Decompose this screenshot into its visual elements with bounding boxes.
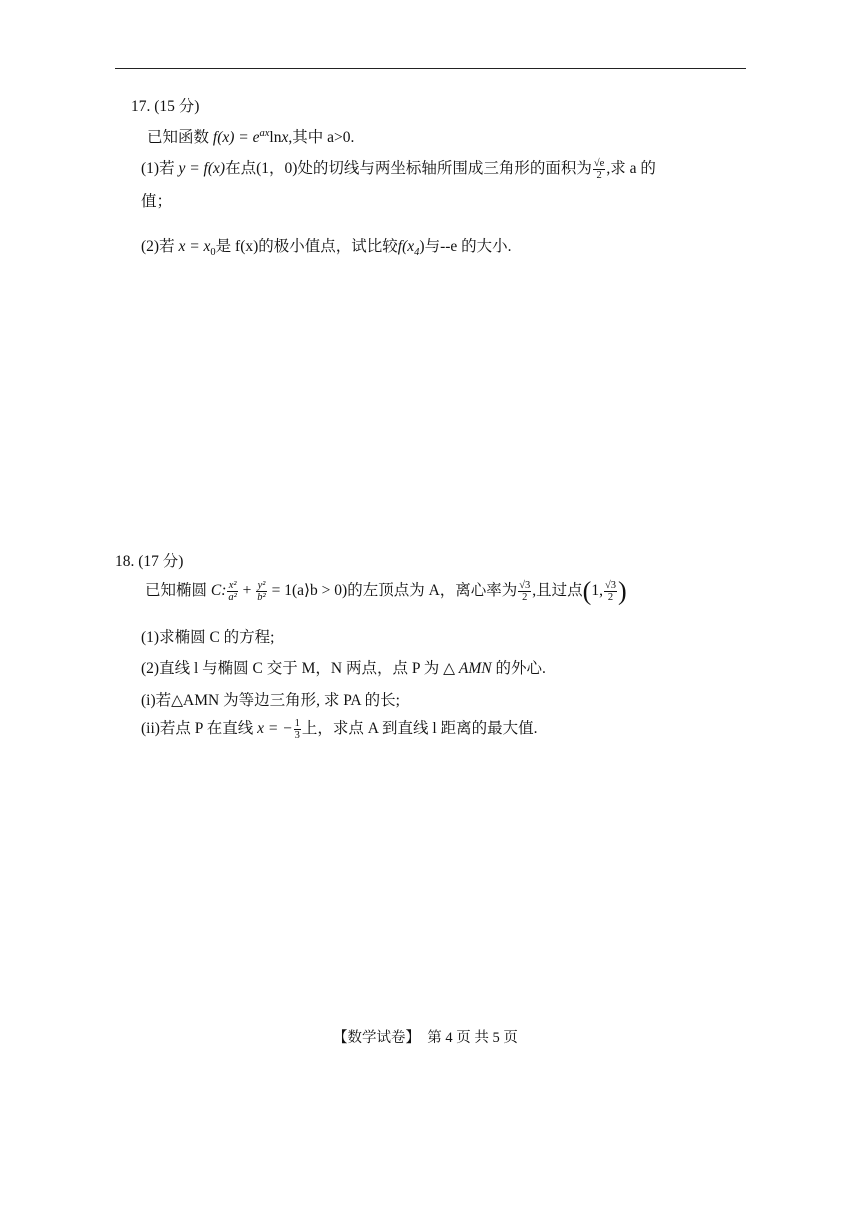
q18-stem [145, 576, 627, 606]
q18-point-x: 1, [591, 582, 603, 600]
q17-stem-x: x [281, 129, 289, 146]
q18-x-num: x² [228, 580, 237, 591]
q17-stem-fx: f(x) = e [212, 129, 260, 146]
q18-p2-math: △ AMN [443, 660, 492, 677]
q17-p2-fx: f(x [397, 238, 415, 255]
q17-p1-math: y = f(x) [178, 160, 226, 178]
q17-p1-b: 在点(1，0)处的切线与两坐标轴所围成三角形的面积为 [225, 160, 592, 178]
q17-stem-exponent: ax [259, 127, 270, 139]
q18-stem-a: 已知椭圆 [145, 582, 211, 600]
header-rule [115, 68, 746, 69]
q18-p2-a: (2)直线 l 与椭圆 C 交于 M，N 两点，点 P 为 [141, 660, 444, 677]
q18-point-open: ( [582, 576, 592, 606]
footer-page-number: 第 4 页 共 5 页 [427, 1030, 518, 1046]
q18-header: 18. (17 分) [115, 553, 184, 570]
q18-pii-b: 上，求点 A 到直线 l 距离的最大值. [301, 720, 538, 738]
page-footer [333, 1028, 518, 1048]
q18-point-num: √3 [604, 580, 616, 591]
q17-p1-a: (1)若 [141, 160, 179, 178]
q18-stem-c: ,且过点 [532, 582, 583, 600]
q18-y-den: b² [257, 592, 266, 603]
q17-part2 [141, 237, 512, 257]
q17-header: 17. (15 分) [131, 98, 200, 115]
q18-part1: (1)求椭圆 C 的方程; [141, 629, 275, 646]
q17-stem-text-c: ,其中 a>0. [288, 129, 355, 146]
q18-x-fraction [227, 580, 237, 603]
q17-p2-math: x = x [178, 238, 211, 255]
q17-p2-subscript: 0 [210, 247, 216, 259]
q17-p2-c: 与--e 的大小. [424, 238, 512, 255]
q17-p1-fraction [593, 158, 605, 181]
q18-pii-a: (ii)若点 P 在直线 [141, 720, 258, 738]
q18-ecc-den: 2 [522, 592, 528, 603]
q18-ecc-fraction [518, 580, 531, 603]
q18-stem-C: C: [210, 582, 227, 600]
q18-x-den: a² [228, 592, 237, 603]
q18-point-fraction [604, 580, 617, 603]
q18-p2-b: 的外心. [491, 660, 546, 677]
q18-pii-fraction [294, 718, 301, 741]
q18-point-den: 2 [607, 592, 614, 603]
footer-title: 【数学试卷】 [333, 1030, 420, 1046]
q17-stem-ln: ln [269, 129, 282, 146]
q18-ecc-num: √3 [519, 580, 531, 591]
q18-eq: = 1(a⟩b > 0) [267, 582, 348, 600]
q17-p2-fsub: 4 [414, 247, 420, 259]
q18-part2 [141, 659, 546, 679]
q17-p2-b: 是 f(x)的极小值点，试比较 [215, 238, 398, 255]
q18-part2-ii [141, 718, 537, 741]
q18-pii-math: x = − [257, 720, 293, 738]
q17-part1 [141, 158, 656, 181]
q17-p2-a: (2)若 [141, 238, 179, 255]
q18-y-fraction [256, 580, 266, 603]
q17-p1-denominator: 2 [596, 170, 602, 181]
q18-part2-i: (i)若△AMN 为等边三角形, 求 PA 的长; [141, 692, 400, 709]
q17-p2-close: ) [419, 238, 425, 255]
q18-plus: + [238, 582, 256, 600]
q17-stem-text-a: 已知函数 [147, 129, 213, 146]
q17-stem [147, 128, 354, 148]
q18-stem-b: 的左顶点为 A，离心率为 [347, 582, 518, 600]
q17-part1-cont: 值； [141, 193, 173, 210]
q18-pii-den: 3 [294, 730, 300, 741]
q18-y-num: y² [257, 580, 266, 591]
q17-p1-numerator: √e [593, 158, 605, 169]
q17-p1-c: ,求 a 的 [606, 160, 656, 178]
q18-pii-num: 1 [294, 718, 300, 729]
q18-point-close: ) [617, 576, 627, 606]
